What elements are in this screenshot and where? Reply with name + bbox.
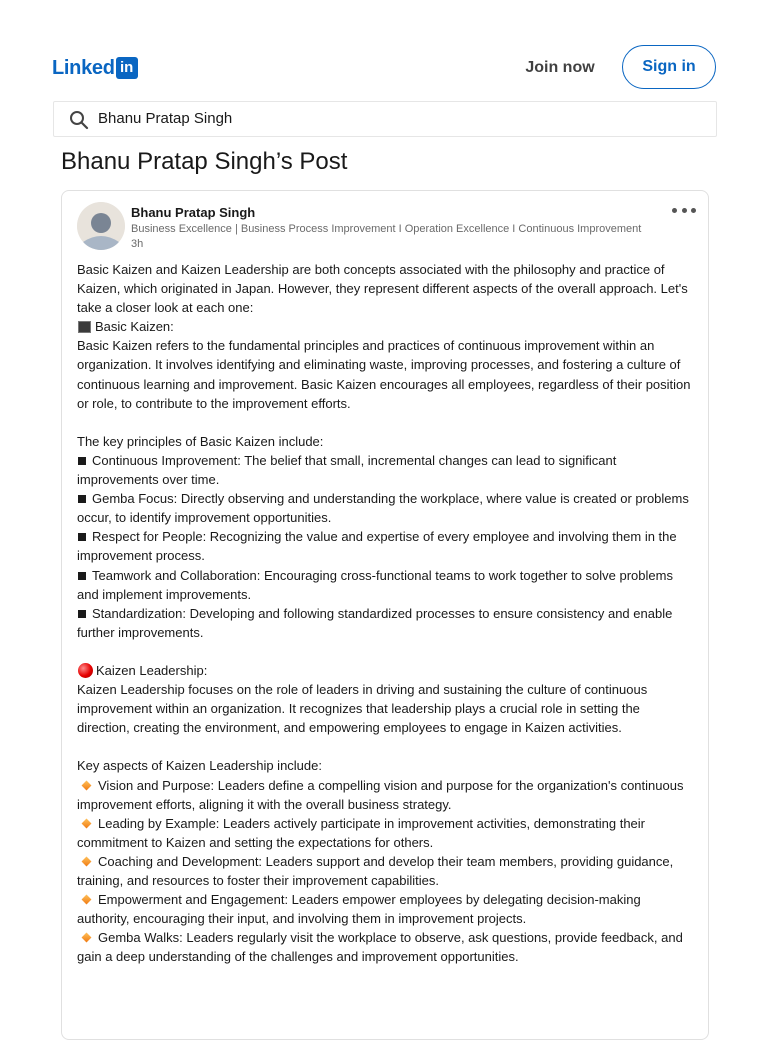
basic-kaizen-description: Basic Kaizen refers to the fundamental principles and practices of continuous improvement within an organization. It involves identifying and eliminating waste, improving processes, and fostering a culture of continuous learning and improvement. Basic Kaizen encourages all employees, regardless of their position or role, to contribute to the improvement efforts. — [77, 338, 691, 411]
author-headline: Business Excellence | Business Process Improvement I Operation Excellence I Continuous Improvement — [131, 223, 642, 235]
logo-in-box: in — [116, 57, 138, 79]
basic-kaizen-heading: Basic Kaizen: — [95, 319, 174, 335]
top-bar — [0, 0, 768, 100]
list-item: Gemba Walks: Leaders regularly visit the workplace to observe, ask questions, provide feedback, and gain a deep understanding of the challenges and improvement opportunities. — [77, 930, 683, 965]
black-square-button-icon — [78, 321, 91, 333]
search-bar[interactable] — [53, 101, 717, 137]
aspects-heading: Key aspects of Kaizen Leadership include: — [77, 758, 322, 774]
kaizen-leadership-heading-line — [77, 661, 695, 680]
orange-diamond-icon — [82, 857, 92, 867]
avatar-person-icon — [77, 202, 125, 250]
basic-kaizen-heading-line — [77, 317, 695, 336]
search-icon — [69, 110, 89, 130]
list-item: Continuous Improvement: The belief that small, incremental changes can lead to significant improvements over time. — [77, 452, 617, 488]
orange-diamond-icon — [82, 818, 92, 828]
search-input[interactable]: Bhanu Pratap Singh — [98, 110, 233, 127]
red-circle-icon — [78, 663, 93, 678]
black-square-icon — [78, 610, 86, 618]
sign-in-button[interactable]: Sign in — [622, 45, 716, 89]
avatar[interactable] — [77, 202, 125, 250]
black-square-icon — [78, 457, 86, 465]
list-item: Standardization: Developing and following standardized processes to ensure consistency and enable further improvements. — [77, 605, 673, 640]
list-item: Teamwork and Collaboration: Encouraging cross-functional teams to work together to solve problems and implement improvements. — [77, 567, 673, 602]
list-item: Leading by Example: Leaders actively participate in improvement activities, demonstrating their commitment to Kaizen and setting the expectations for others. — [77, 815, 645, 850]
list-item: Empowerment and Engagement: Leaders empower employees by delegating decision-making authority, encouraging their input, and involving them in improvement projects. — [77, 892, 641, 927]
orange-diamond-icon — [82, 780, 92, 790]
kaizen-leadership-description: Kaizen Leadership focuses on the role of leaders in driving and sustaining the culture of continuous improvement within an organization. It recognizes that leadership plays a crucial role in setting the direction, creating the environment, and empowering employees to engage in Kaizen activities. — [77, 682, 648, 736]
orange-diamond-icon — [82, 895, 92, 905]
orange-diamond-icon — [82, 933, 92, 943]
post-card — [61, 190, 709, 1040]
more-horizontal-icon[interactable] — [672, 203, 696, 217]
kaizen-leadership-heading: Kaizen Leadership: — [96, 662, 208, 678]
post-body — [77, 260, 695, 966]
black-square-icon — [78, 495, 86, 503]
linkedin-logo[interactable] — [52, 57, 138, 79]
post-timestamp: 3h — [131, 238, 144, 250]
join-now-link[interactable]: Join now — [525, 59, 595, 76]
logo-text: Linked — [52, 57, 115, 79]
principles-heading: The key principles of Basic Kaizen include: — [77, 433, 324, 449]
list-item: Respect for People: Recognizing the value and expertise of every employee and involving them in the improvement process. — [77, 529, 677, 564]
author-name[interactable]: Bhanu Pratap Singh — [131, 205, 256, 220]
black-square-icon — [78, 533, 86, 541]
list-item: Coaching and Development: Leaders support and develop their team members, providing guidance, training, and resources to foster their improvement capabilities. — [77, 853, 674, 888]
list-item: Gemba Focus: Directly observing and understanding the workplace, where value is created or problems occur, to identify improvement opportunities. — [77, 491, 689, 526]
page-title: Bhanu Pratap Singh’s Post — [61, 148, 348, 175]
list-item: Vision and Purpose: Leaders define a compelling vision and purpose for the organization's continuous improvement efforts, aligning it with the overall business strategy. — [77, 777, 684, 812]
post-intro: Basic Kaizen and Kaizen Leadership are both concepts associated with the philosophy and practice of Kaizen, which originated in Japan. However, they represent different aspects of the overall approach. Let's take a closer look at each one: — [77, 262, 688, 316]
black-square-icon — [78, 572, 86, 580]
